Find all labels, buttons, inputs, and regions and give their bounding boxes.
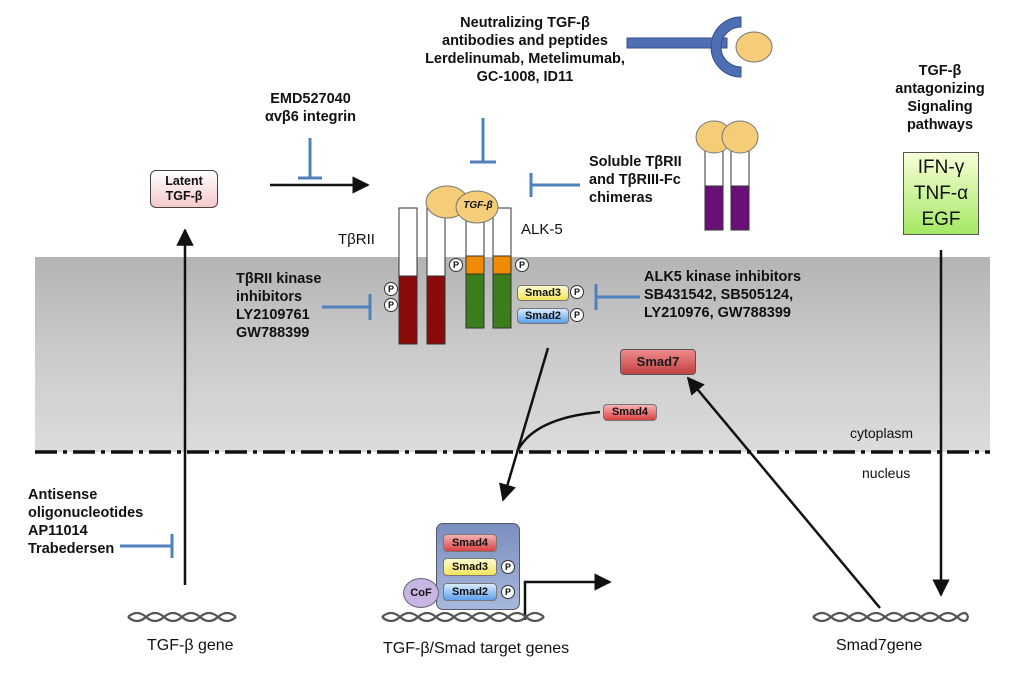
antagonist-factors-box <box>903 152 979 235</box>
antisense-line-4: Trabedersen <box>28 541 115 557</box>
neutralizing-line-2: antibodies and peptides <box>442 33 608 49</box>
smad2-membrane-phosphate: P <box>570 308 584 322</box>
smad4-nuclear: Smad4 <box>443 534 497 552</box>
soluble-line-1: Soluble TβRII <box>589 154 682 170</box>
soluble-inhibition-bar <box>531 173 580 197</box>
tbrii-phosphate-2: P <box>384 298 398 312</box>
smad7-protein: Smad7 <box>620 349 696 375</box>
tbrii-kinase-inhibitors-label <box>236 270 376 342</box>
alk5-label: ALK-5 <box>521 221 563 238</box>
latent-tgf-beta-box <box>150 170 218 208</box>
neutralizing-line-1: Neutralizing TGF-β <box>460 15 590 31</box>
antagonizing-line-1: TGF-β <box>918 63 962 79</box>
egf-label: EGF <box>921 209 961 230</box>
smad-translocation-arrow <box>503 348 548 500</box>
alk5-phosphate-1: P <box>449 258 463 272</box>
neutralizing-line-4: GC-1008, ID11 <box>476 69 574 85</box>
smad3-nuclear: Smad3 <box>443 558 497 576</box>
smad7-feedback-arrow <box>688 378 880 608</box>
soluble-line-2: and TβRIII-Fc <box>589 172 681 188</box>
tbrii-inhibitors-line-3: LY2109761 <box>236 307 310 323</box>
tgf-beta-gene-label: TGF-β gene <box>147 637 234 654</box>
nucleus-label: nucleus <box>862 465 911 481</box>
antagonizing-line-4: pathways <box>906 117 974 133</box>
smad2-nuclear-phosphate: P <box>501 585 515 599</box>
tgf-ligand-label: TGF-β <box>463 200 493 211</box>
latent-line-1: Latent <box>165 174 203 188</box>
neutralizing-line-3: Lerdelinumab, Metelimumab, <box>425 51 625 67</box>
alk5-receptor <box>466 208 511 328</box>
antisense-line-3: AP11014 <box>28 523 88 539</box>
cytoplasm-label: cytoplasm <box>850 425 914 441</box>
target-genes-label: TGF-β/Smad target genes <box>383 640 570 657</box>
smad3-membrane-phosphate: P <box>570 285 584 299</box>
soluble-line-3: chimeras <box>589 190 653 206</box>
alk5-phosphate-2: P <box>515 258 529 272</box>
emd-line-2: αvβ6 integrin <box>264 109 357 125</box>
dna-helices <box>128 613 968 621</box>
smad4-cytoplasm: Smad4 <box>603 404 657 421</box>
alk5-inhibitors-line-3: LY210976, GW788399 <box>644 305 791 321</box>
soluble-chimeras-label <box>589 153 709 207</box>
antagonizing-line-3: Signaling <box>907 99 973 115</box>
smad3-membrane: Smad3 <box>517 285 569 301</box>
smad7-gene-dna <box>813 613 968 621</box>
emd-inhibition-bar <box>298 138 322 178</box>
signaling-arrows <box>185 185 941 620</box>
smad4-join-curve <box>518 412 600 450</box>
tgf-beta-gene-dna <box>128 613 236 621</box>
antagonizing-line-2: antagonizing <box>895 81 985 97</box>
cofactor: CoF <box>403 578 439 608</box>
smad2-membrane: Smad2 <box>517 308 569 324</box>
latent-line-2: TGF-β <box>165 189 203 203</box>
alk5-inhibitors-line-1: ALK5 kinase inhibitors <box>644 269 802 285</box>
tbrii-phosphate-1: P <box>384 282 398 296</box>
alk5-inhibitors-line-2: SB431542, SB505124, <box>644 287 794 303</box>
smad7-gene-label: Smad7gene <box>836 637 923 654</box>
tbrii-receptor <box>399 208 445 344</box>
antisense-oligonucleotides-label <box>28 486 178 558</box>
emd-line-1: EMD527040 <box>270 91 351 107</box>
tbrii-inhibitors-line-4: GW788399 <box>236 325 310 341</box>
neutralizing-antibodies-label <box>400 14 650 86</box>
alk5-kinase-inhibitors-label <box>644 268 874 322</box>
tnf-alpha-label: TNF-α <box>913 183 969 204</box>
antisense-line-1: Antisense <box>28 487 98 503</box>
alk5-kinase-inhibition-bar <box>596 284 640 310</box>
antagonizing-pathways-label <box>885 62 995 134</box>
target-genes-dna <box>382 613 544 621</box>
emd-integrin-label <box>243 90 378 126</box>
antibody-inhibition-bar <box>470 118 496 162</box>
ifn-gamma-label: IFN-γ <box>917 157 965 178</box>
smad2-nuclear: Smad2 <box>443 583 497 601</box>
tbrii-inhibitors-line-2: inhibitors <box>236 289 303 305</box>
tbrii-label: TβRII <box>338 231 375 248</box>
smad3-nuclear-phosphate: P <box>501 560 515 574</box>
antisense-line-2: oligonucleotides <box>28 505 144 521</box>
tbrii-inhibitors-line-1: TβRII kinase <box>236 271 322 287</box>
